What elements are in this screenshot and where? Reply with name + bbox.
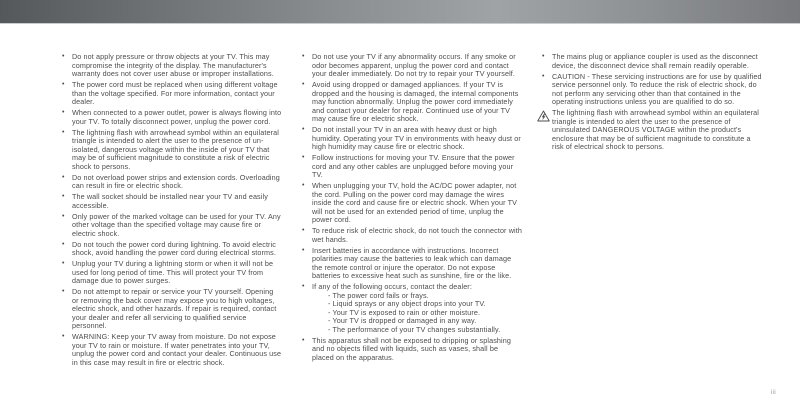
list-item [302, 227, 522, 244]
bullet-icon: • [302, 246, 305, 254]
list-item-text: If any of the following occurs, contact the dealer: - The power cord fails or frays. - Liquid sprays or any object drops into your TV. - Your TV is exposed to rain or other moisture. - Your TV is dropped or damaged in any way. - The performance of your TV changes substantially. [312, 283, 522, 334]
list-item-text: Do not use your TV if any abnormality occurs. If any smoke or odor becomes apparent, unplug the power cord and contact your dealer immediately. Do not try to repair your TV yourself. [312, 52, 516, 78]
list-item-text: Do not overload power strips and extension cords. Overloading can result in fire or electric shock. [72, 172, 280, 190]
list-item [302, 247, 522, 281]
list-item [62, 260, 282, 286]
sub-list-item: - The performance of your TV changes substantially. [328, 324, 501, 334]
bullet-icon: • [302, 336, 305, 344]
bullet-icon: • [302, 53, 305, 60]
bullet-icon: • [302, 227, 305, 234]
list-item [542, 73, 762, 107]
safety-column-1 [62, 53, 282, 370]
safety-column-3 [542, 53, 762, 370]
list-item [62, 213, 282, 239]
list-item-text: Do not attempt to repair or service your TV yourself. Opening or removing the back cover may expose you to high voltages, electric shock, and other hazards. If repair is required, contact your dealer and refer all servicing to qualified service personnel. [72, 287, 277, 330]
bullet-icon: • [62, 53, 65, 60]
list-item-text: CAUTION - These servicing instructions are for use by qualified service personnel only. To reduce the risk of electric shock, do not perform any servicing other than that contained in the operating instructions unless you are qualified to do so. [552, 71, 762, 106]
bullet-icon: • [542, 72, 545, 80]
bullet-icon: • [62, 212, 65, 220]
safety-column-2 [302, 53, 522, 370]
list-item-text: The wall socket should be installed near your TV and easily accessible. [72, 192, 268, 210]
list-item [62, 174, 282, 191]
sub-list-item: - The power cord fails or frays. [328, 290, 429, 300]
list-item [62, 288, 282, 331]
bullet-icon: • [302, 283, 305, 290]
list-item-text: When unplugging your TV, hold the AC/DC power adapter, not the cord. Pulling on the power cord may damage the wires inside the cord and cause fire or electric shock. When your TV will not be used for an extended period of time, unplug the power cord. [312, 181, 518, 224]
list-item [542, 53, 762, 70]
list-item-text: Insert batteries in accordance with instructions. Incorrect polarities may cause the batteries to leak which can damage the remote control or injure the operator. Do not expose batteries to excessive heat such as sunshine, fire or the like. [312, 245, 512, 280]
list-item-text: To reduce risk of electric shock, do not touch the connector with wet hands. [312, 226, 522, 244]
list-item-text: Avoid using dropped or damaged appliances. If your TV is dropped and the housing is damaged, the internal components may function abnormally. Unplug the power cord immediately and contact your dealer for repair. Continued use of your TV may cause fire or electric shock. [312, 80, 519, 123]
bullet-icon: • [302, 126, 305, 133]
bullet-icon: • [62, 193, 65, 200]
sub-list-item: - Liquid sprays or any object drops into your TV. [328, 299, 486, 308]
list-item [62, 53, 282, 79]
list-item [62, 193, 282, 210]
bullet-icon: • [302, 81, 305, 88]
bullet-icon: • [62, 81, 65, 88]
bullet-icon: • [62, 333, 65, 340]
list-item-text: The power cord must be replaced when using different voltage than the voltage specified. For more information, contact your dealer. [72, 80, 278, 106]
bullet-icon: • [302, 182, 305, 189]
list-item-text: Only power of the marked voltage can be used for your TV. Any other voltage than the specified voltage may cause fire or electric shock. [72, 211, 281, 238]
list-item [62, 109, 282, 126]
list-item-text: The mains plug or appliance coupler is used as the disconnect device, the disconnect device shall remain readily operable. [552, 52, 758, 70]
sub-list-item: - Your TV is dropped or damaged in any way. [328, 316, 477, 325]
list-item [302, 126, 522, 152]
bullet-icon: • [62, 109, 65, 116]
list-item-text: The lightning flash with arrowhead symbol within an equilateral triangle is intended to alert the user to the presence of uninsulated DANGEROUS VOLTAGE within the product's enclosure that may be of sufficient magnitude to constitute a risk of electrical shock to persons. [552, 108, 759, 151]
warning-triangle-icon [537, 109, 552, 152]
list-item-text: Do not apply pressure or throw objects at your TV. This may compromise the integrity of the display. The manufacturer's warranty does not cover user abuse or improper installations. [72, 52, 274, 78]
bullet-icon: • [62, 288, 65, 295]
list-item [542, 109, 762, 152]
list-item-text: Unplug your TV during a lightning storm or when it will not be used for long period of time. This will protect your TV from damage due to power surges. [72, 259, 274, 285]
list-item [62, 241, 282, 258]
page-number: iii [770, 389, 776, 396]
list-item [302, 81, 522, 124]
bullet-icon: • [302, 154, 305, 161]
list-item [302, 182, 522, 225]
list-item [302, 53, 522, 79]
bullet-icon: • [62, 240, 65, 248]
bullet-icon: • [62, 260, 65, 267]
list-item-text: WARNING: Keep your TV away from moisture. Do not expose your TV to rain or moisture. If water penetrates into your TV, unplug the power cord and contact your dealer. Continuous use in this case may result in fire or electric shock. [72, 332, 282, 367]
list-item [302, 154, 522, 180]
bullet-icon: • [62, 128, 65, 136]
list-item [62, 81, 282, 107]
list-item-text: Do not install your TV in an area with heavy dust or high humidity. Operating your TV in environments with heavy dust or high humidity may cause fire or electric shock. [312, 125, 521, 151]
list-item-text: Do not touch the power cord during lightning. To avoid electric shock, avoid handling the power cord during electrical storms. [72, 239, 277, 257]
list-item-text: When connected to a power outlet, power is always flowing into your TV. To totally disconnect power, unplug the power cord. [72, 108, 282, 126]
bullet-icon: • [62, 173, 65, 181]
sub-list-item: - Your TV is exposed to rain or other moisture. [328, 307, 481, 317]
list-item-text: This apparatus shall not be exposed to dripping or splashing and no objects filled with liquids, such as vases, shall be placed on the apparatus. [312, 335, 511, 362]
bullet-icon: • [542, 53, 545, 60]
list-item [302, 337, 522, 363]
header-bar [0, 0, 800, 24]
list-item-text: The lightning flash with arrowhead symbol within an equilateral triangle is intended to alert the user to the presence of un-isolated, dangerous voltage within the inside of your TV that may be of sufficient magnitude to constitute a risk of electric shock to persons. [72, 127, 279, 171]
list-item-text: Follow instructions for moving your TV. Ensure that the power cord and any other cables are unplugged before moving your TV. [312, 153, 515, 179]
list-item [62, 129, 282, 172]
safety-instructions [62, 53, 762, 370]
list-item [62, 333, 282, 367]
list-item [302, 283, 522, 334]
